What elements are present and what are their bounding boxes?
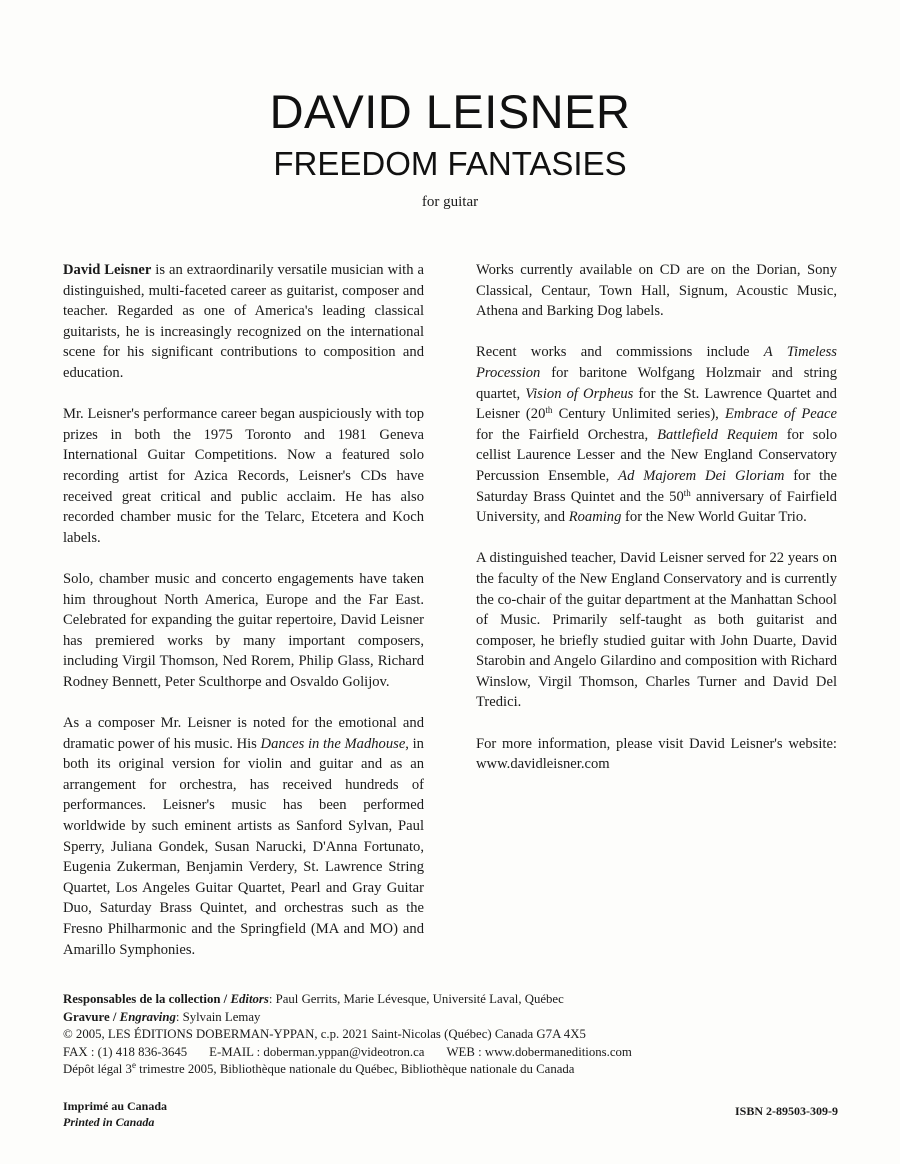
work-title-italic: Vision of Orpheus	[525, 385, 634, 402]
bio-paragraph: For more information, please visit David Leisner's website: www.davidleisner.com	[476, 735, 837, 773]
bio-paragraph: Mr. Leisner's performance career began auspiciously with top prizes in both the 1975 Toronto and 1981 Geneva International Guitar Competitions. Now a featured solo recording artist for Azica Records, Leisner's CDs have received great critical and public acclaim. He has also recorded chamber music for the Telarc, Etcetera and Koch labels.	[63, 406, 424, 546]
copyright-line: © 2005, LES ÉDITIONS DOBERMAN-YPPAN, c.p. 2021 Saint-Nicolas (Québec) Canada G7A 4X5	[63, 1027, 586, 1041]
work-title-italic: A Timeless Procession	[476, 344, 837, 381]
publisher-credits	[63, 991, 843, 1079]
work-title-italic: Ad Majorem Dei Gloriam	[618, 467, 785, 484]
work-title-italic: Battlefield Requiem	[657, 426, 778, 443]
work-title-italic: Roaming	[568, 509, 622, 526]
biography-left-column	[63, 260, 424, 960]
bio-paragraph: Solo, chamber music and concerto engagements have taken him throughout North America, Europe and the Far East. Celebrated for expanding the guitar repertoire, David Leisner has premiered works by many important composers, including Virgil Thomson, Ned Rorem, Philip Glass, Richard Rodney Bennett, Peter Sculthorpe and Osvaldo Golijov.	[63, 570, 424, 690]
bio-paragraph: Works currently available on CD are on the Dorian, Sony Classical, Centaur, Town Hall, Signum, Acoustic Music, Athena and Barking Dog labels.	[476, 262, 837, 320]
title-block	[0, 84, 900, 211]
printed-in: Imprimé au Canada Printed in Canada	[63, 1099, 168, 1129]
bio-paragraph: As a composer Mr. Leisner is noted for the emotional and dramatic power of his music. His Dances in the Madhouse, in both its original version for violin and guitar and as an arrangement for orchestra, has received hundreds of performances. Leisner's music has been performed worldwide by such eminent artists as Sanford Sylvan, Paul Sperry, Juliana Gondek, Susan Narucki, D'Anna Fortunato, Eugenia Zukerman, Benjamin Verdery, St. Lawrence String Quartet, Los Angeles Guitar Quartet, Pearl and Gray Guitar Duo, Saturday Brass Quintet, and orchestras such as the Fresno Philharmonic and the Springfield (MA and MO) and Amarillo Symphonies.	[63, 715, 424, 958]
bio-paragraph: David Leisner is an extraordinarily versatile musician with a distinguished, multi-faceted career as guitarist, composer and teacher. Regarded as one of America's leading classical guitarists, he is increasingly recognized on the international scene for his significant contributions to composition and education.	[63, 262, 424, 381]
composer-name: DAVID LEISNER	[269, 85, 631, 138]
biography-right-column	[476, 260, 837, 795]
bio-paragraph: A distinguished teacher, David Leisner served for 22 years on the faculty of the New England Conservatory and is currently the co-chair of the guitar department at the Manhattan School of Music. Primarily self-taught as both guitarist and composer, he briefly studied guitar with John Duarte, David Starobin and Angelo Gilardino and composition with Richard Winslow, Virgil Thomson, Charles Turner and David Del Tredici.	[476, 550, 837, 711]
instrumentation: for guitar	[421, 194, 479, 210]
work-title-italic: Embrace of Peace	[725, 406, 838, 423]
engraving-line: Gravure / Engraving: Sylvain Lemay	[63, 1009, 261, 1024]
isbn: ISBN 2-89503-309-9	[734, 1104, 838, 1118]
bio-paragraph: Recent works and commissions include A Timeless Procession for baritone Wolfgang Holzmair and string quartet, Vision of Orpheus for the St. Lawrence Quartet and Leisner (20th Century Unlimited series), Embrace of Peace for the Fairfield Orchestra, Battlefield Requiem for solo cellist Laurence Lesser and the New England Conservatory Percussion Ensemble, Ad Majorem Dei Gloriam for the Saturday Brass Quintet and the 50th anniversary of Fairfield University, and Roaming for the New World Guitar Trio.	[476, 344, 838, 526]
bio-name: David Leisner	[63, 262, 152, 278]
legal-deposit-line: Dépôt légal 3e trimestre 2005, Bibliothèque nationale du Québec, Bibliothèque nationale du Canada	[63, 1060, 575, 1076]
contact-line: FAX : (1) 418 836-3645 E-MAIL : doberman.yppan@videotron.ca WEB : www.dobermaneditions.com	[63, 1044, 632, 1059]
work-title-italic: Dances in the Madhouse	[260, 735, 406, 752]
editors-line: Responsables de la collection / Editors: Paul Gerrits, Marie Lévesque, Université Laval, Québec	[63, 992, 564, 1006]
work-title: FREEDOM FANTASIES	[273, 145, 627, 182]
